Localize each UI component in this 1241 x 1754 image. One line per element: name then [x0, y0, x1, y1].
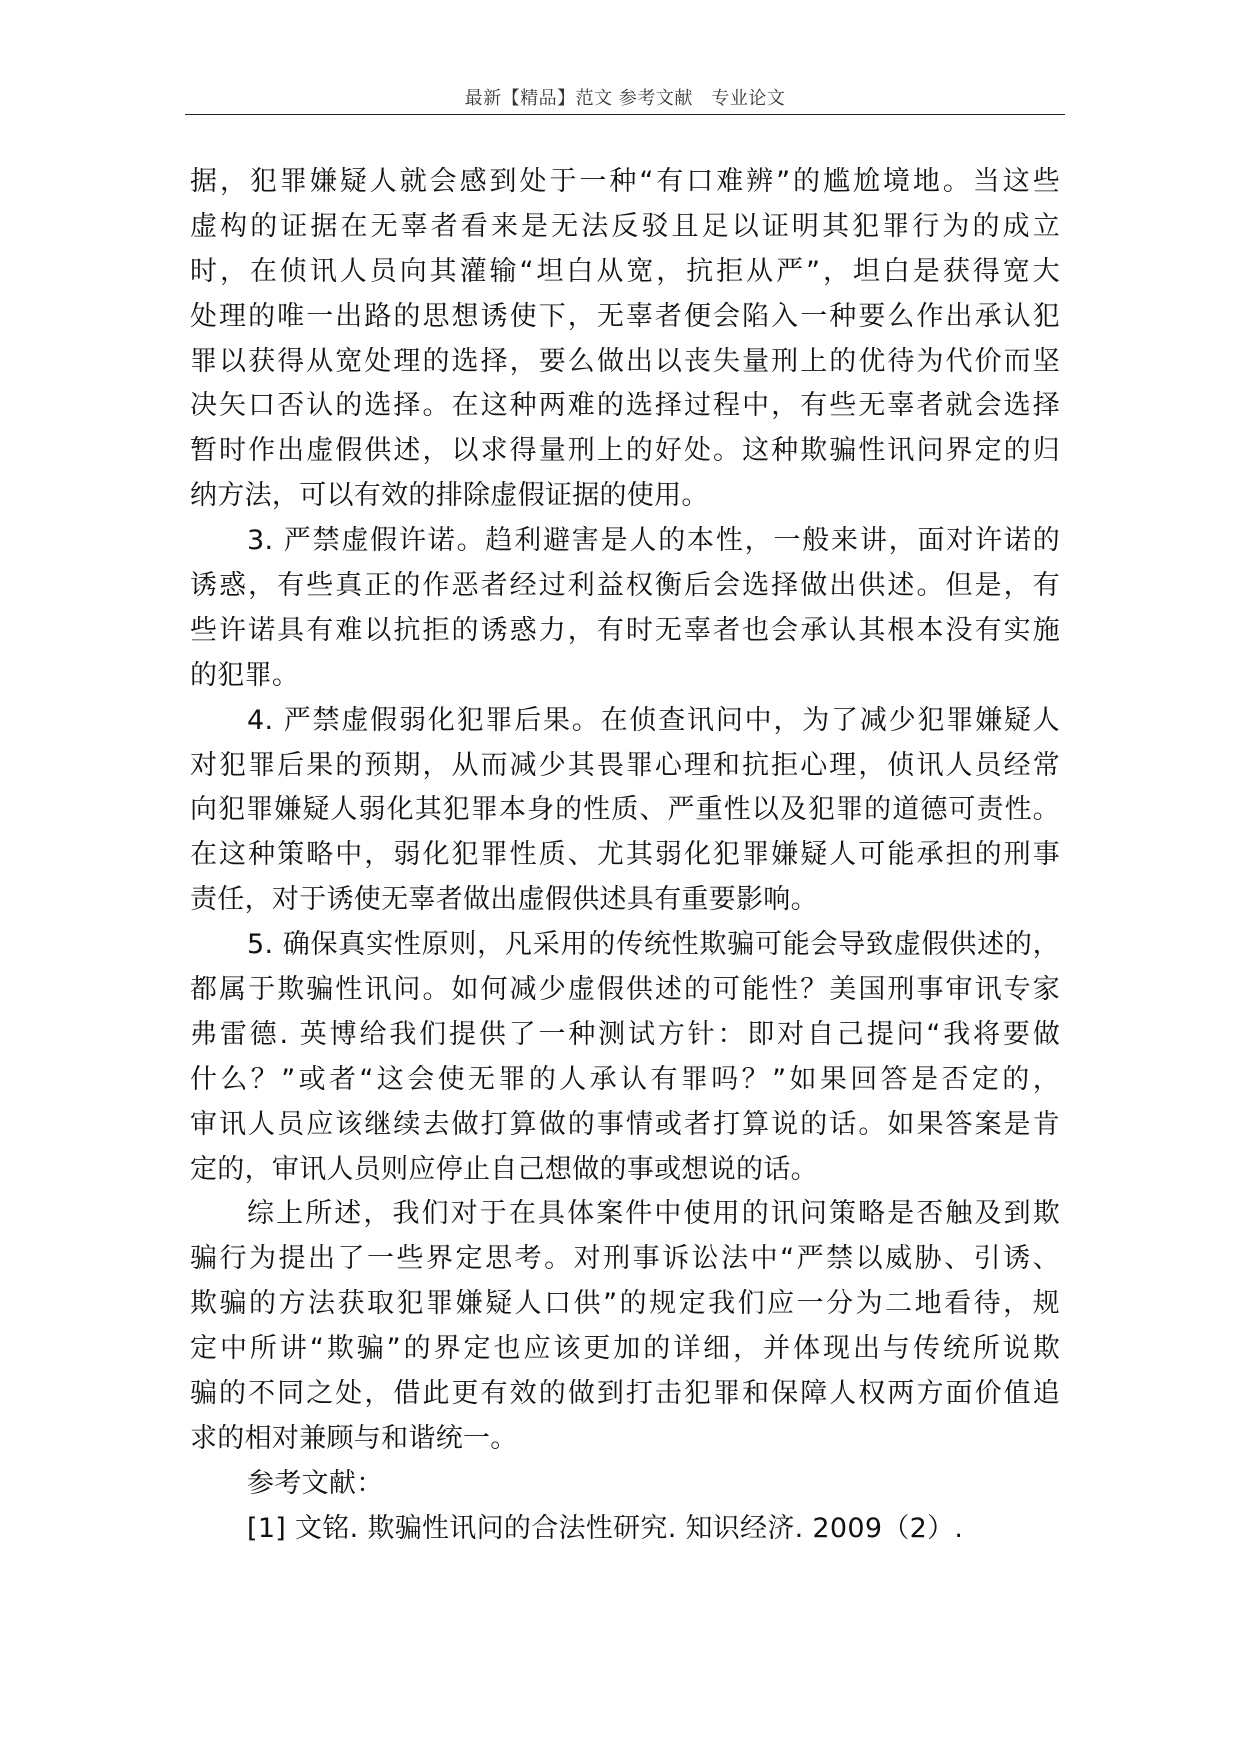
text-line: 弗雷德. 英博给我们提供了一种测试方针：即对自己提问“我将要做 — [190, 1018, 1060, 1050]
text-line: 4. 严禁虚假弱化犯罪后果。在侦查讯问中，为了减少犯罪嫌疑人 — [247, 704, 1060, 736]
body-text — [190, 160, 1060, 1552]
text-line: 参考文献： — [247, 1467, 384, 1499]
text-line: 欺骗的方法获取犯罪嫌疑人口供”的规定我们应一分为二地看待，规 — [190, 1288, 1060, 1320]
text-line: 据，犯罪嫌疑人就会感到处于一种“有口难辨”的尴尬境地。当这些 — [190, 166, 1060, 197]
text-line: 暂时作出虚假供述，以求得量刑上的好处。这种欺骗性讯问界定的归 — [190, 435, 1060, 467]
page-header: 最新【精品】范文 参考文献 专业论文 — [464, 88, 786, 109]
text-line: 处理的唯一出路的思想诱使下，无辜者便会陷入一种要么作出承认犯 — [190, 300, 1060, 332]
text-line: 些许诺具有难以抗拒的诱惑力，有时无辜者也会承认其根本没有实施 — [190, 614, 1060, 646]
text-line: 虚构的证据在无辜者看来是无法反驳且足以证明其犯罪行为的成立 — [190, 210, 1060, 242]
text-line: 的犯罪。 — [190, 659, 300, 691]
text-line: 骗的不同之处，借此更有效的做到打击犯罪和保障人权两方面价值追 — [190, 1378, 1060, 1410]
text-line: 罪以获得从宽处理的选择，要么做出以丧失量刑上的优待为代价而坚 — [190, 345, 1060, 377]
text-line: 5. 确保真实性原则，凡采用的传统性欺骗可能会导致虚假供述的， — [247, 929, 1060, 961]
text-line: 骗行为提出了一些界定思考。对刑事诉讼法中“严禁以威胁、引诱、 — [190, 1243, 1060, 1275]
text-line: 时，在侦讯人员向其灌输“坦白从宽，抗拒从严”，坦白是获得宽大 — [190, 255, 1060, 287]
text-line: 什么？”或者“这会使无罪的人承认有罪吗？”如果回答是否定的， — [190, 1063, 1060, 1095]
text-line: 向犯罪嫌疑人弱化其犯罪本身的性质、严重性以及犯罪的道德可责性。 — [190, 794, 1060, 826]
text-line: 求的相对兼顾与和谐统一。 — [190, 1422, 518, 1454]
text-line: 综上所述，我们对于在具体案件中使用的讯问策略是否触及到欺 — [247, 1198, 1060, 1230]
text-line: 定中所讲“欺骗”的界定也应该更加的详细，并体现出与传统所说欺 — [190, 1333, 1060, 1365]
text-line: [1] 文铭. 欺骗性讯问的合法性研究. 知识经济. 2009（2）. — [247, 1512, 964, 1544]
text-line: 3. 严禁虚假许诺。趋利避害是人的本性，一般来讲，面对许诺的 — [247, 525, 1060, 557]
text-line: 审讯人员应该继续去做打算做的事情或者打算说的话。如果答案是肯 — [190, 1108, 1060, 1140]
text-line: 在这种策略中，弱化犯罪性质、尤其弱化犯罪嫌疑人可能承担的刑事 — [190, 839, 1060, 871]
text-line: 都属于欺骗性讯问。如何减少虚假供述的可能性？美国刑事审讯专家 — [190, 974, 1060, 1006]
text-line: 定的，审讯人员则应停止自己想做的事或想说的话。 — [190, 1153, 818, 1185]
text-line: 决矢口否认的选择。在这种两难的选择过程中，有些无辜者就会选择 — [190, 390, 1060, 422]
header-divider — [185, 114, 1065, 115]
text-line: 对犯罪后果的预期，从而减少其畏罪心理和抗拒心理，侦讯人员经常 — [190, 749, 1060, 781]
text-line: 责任，对于诱使无辜者做出虚假供述具有重要影响。 — [190, 884, 818, 916]
text-line: 诱惑，有些真正的作恶者经过利益权衡后会选择做出供述。但是，有 — [190, 570, 1060, 602]
text-line: 纳方法，可以有效的排除虚假证据的使用。 — [190, 480, 709, 512]
